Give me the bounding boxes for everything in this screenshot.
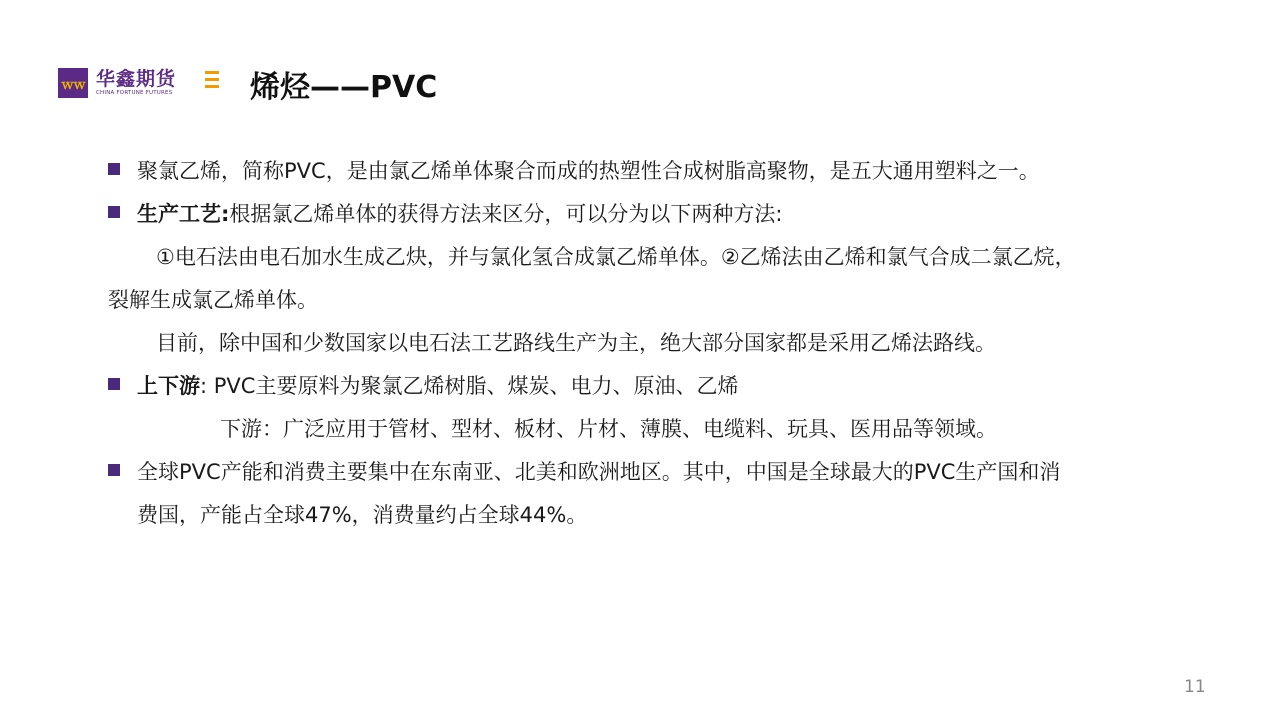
- downstream-line: 下游：广泛应用于管材、型材、板材、片材、薄膜、电缆料、玩具、医用品等领域。: [220, 417, 997, 441]
- global-continued-line: 费国，产能占全球47%，消费量约占全球44%。: [137, 503, 588, 527]
- logo-text: [96, 69, 176, 97]
- company-logo: [58, 68, 176, 98]
- paragraph-text: 聚氯乙烯，简称PVC，是由氯乙烯单体聚合而成的热塑性合成树脂高聚物，是五大通用塑料之一。: [137, 159, 1040, 183]
- bullet-square-icon: [108, 206, 120, 218]
- process-methods-continued: 裂解生成氯乙烯单体。: [108, 288, 318, 312]
- slide-body: [108, 150, 1208, 537]
- paragraph-text: 全球PVC产能和消费主要集中在东南亚、北美和欧洲地区。其中，中国是全球最大的PVC生产国和消: [137, 460, 1061, 484]
- paragraph-text: : PVC主要原料为聚氯乙烯树脂、煤炭、电力、原油、乙烯: [200, 374, 739, 398]
- logo-english-name: CHINA FORTUNE FUTURES: [96, 90, 173, 96]
- page-number: 11: [1184, 677, 1206, 697]
- paragraph-label: 生产工艺:: [137, 202, 230, 226]
- bullet-paragraph-process: [108, 193, 1208, 236]
- paragraph-label: 上下游: [137, 374, 200, 398]
- logo-chinese-name: 华鑫期货: [96, 68, 177, 90]
- page-title: 烯烃——PVC: [250, 70, 438, 105]
- process-methods-line: ①电石法由电石加水生成乙炔，并与氯化氢合成氯乙烯单体。②乙烯法由乙烯和氯气合成二氯乙烷，: [156, 245, 1076, 269]
- bullet-square-icon: [108, 464, 120, 476]
- process-status-line: 目前，除中国和少数国家以电石法工艺路线生产为主，绝大部分国家都是采用乙烯法路线。: [156, 331, 996, 355]
- bullet-paragraph-upstream-downstream: [108, 365, 1208, 408]
- bullet-paragraph-global: [108, 451, 1208, 494]
- bullet-paragraph-definition: [108, 150, 1208, 193]
- menu-icon: [205, 71, 219, 91]
- bullet-square-icon: [108, 163, 120, 175]
- logo-mark-icon: ｗｗ: [58, 68, 88, 98]
- bullet-square-icon: [108, 378, 120, 390]
- paragraph-text: 根据氯乙烯单体的获得方法来区分，可以分为以下两种方法:: [229, 202, 783, 226]
